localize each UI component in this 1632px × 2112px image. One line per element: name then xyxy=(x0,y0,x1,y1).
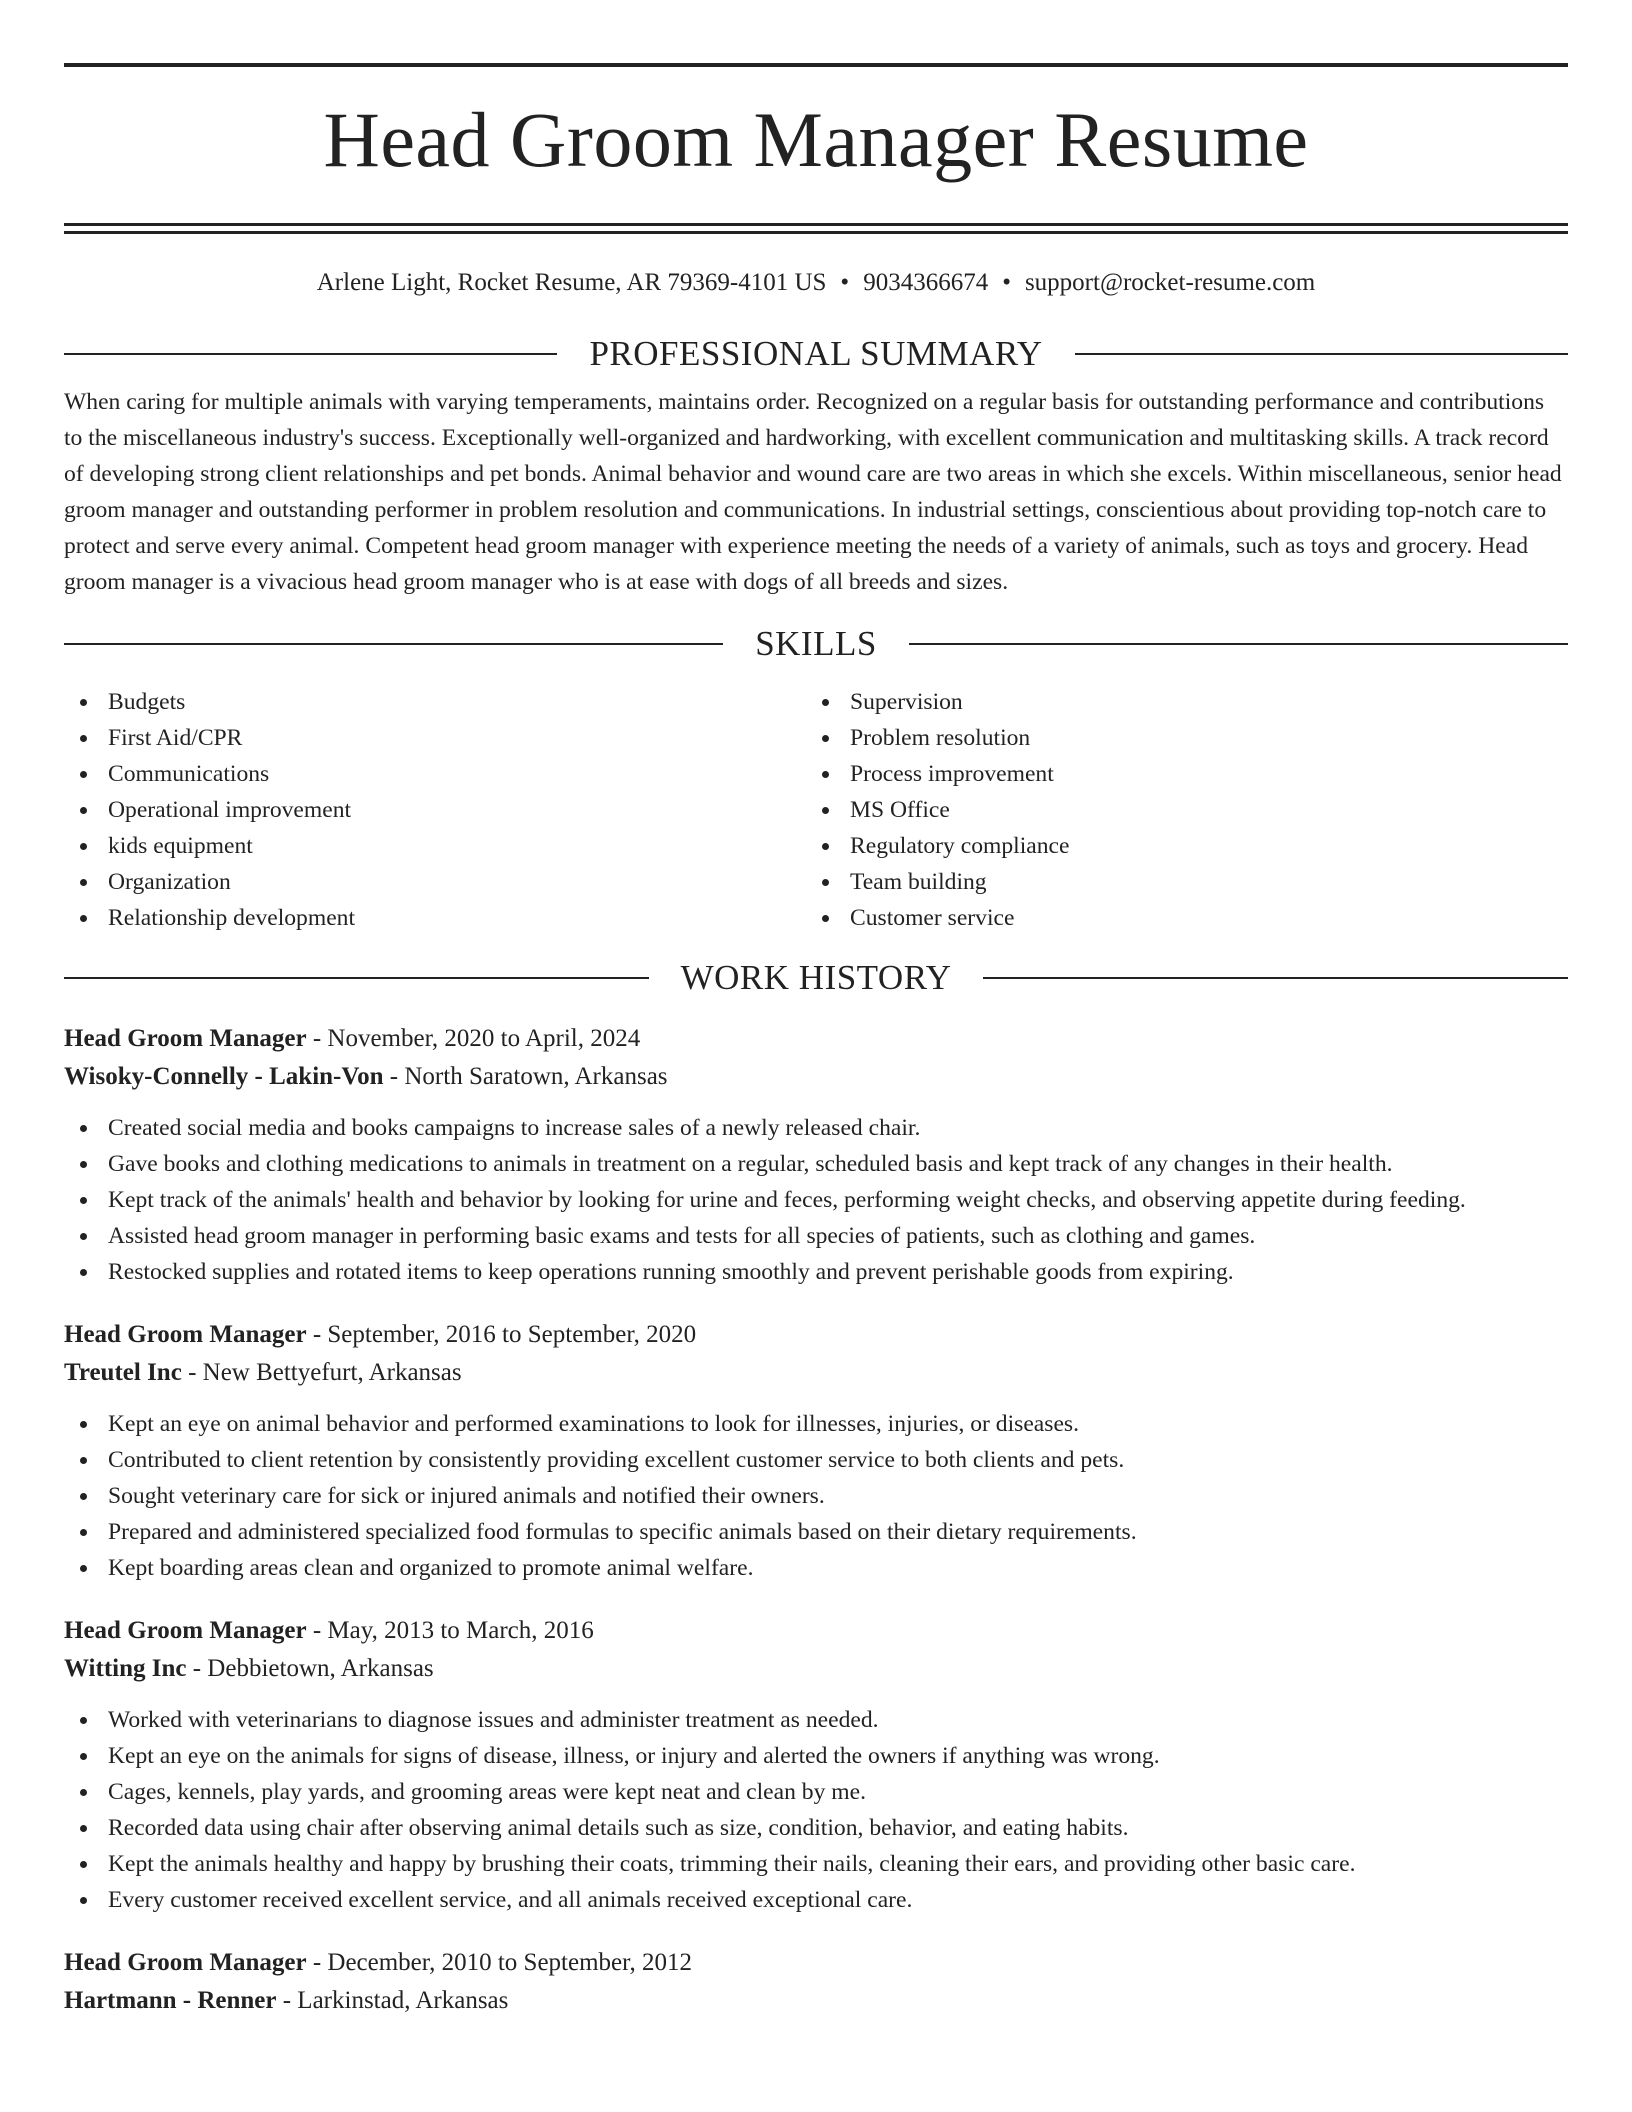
skill-item: Budgets xyxy=(64,684,806,720)
job-bullet: Kept an eye on the animals for signs of disease, illness, or injury and alerted the owners if anything was wrong. xyxy=(64,1738,1568,1774)
job-company-line xyxy=(64,1354,1568,1392)
job-bullet: Restocked supplies and rotated items to keep operations running smoothly and prevent perishable goods from expiring. xyxy=(64,1254,1568,1290)
skill-item: Team building xyxy=(806,864,1548,900)
section-rule xyxy=(64,977,649,979)
contact-line xyxy=(64,268,1568,298)
contact-address: Arlene Light, Rocket Resume, AR 79369-4101 US xyxy=(316,269,827,296)
skills-column-left xyxy=(64,684,806,936)
job-dates: - May, 2013 to March, 2016 xyxy=(306,1616,594,1644)
skill-item: Process improvement xyxy=(806,756,1548,792)
job-bullet: Kept an eye on animal behavior and performed examinations to look for illnesses, injuries, or diseases. xyxy=(64,1406,1568,1442)
skills-column-right xyxy=(806,684,1548,936)
professional-summary-text: When caring for multiple animals with varying temperaments, maintains order. Recognized on a regular basis for outstanding performance and contributions to the miscellaneous industry's success. Exceptionally well-organized and hardworking, with excellent communication and multitasking skills. A track record of developing strong client relationships and pet bonds. Animal behavior and wound care are two areas in which she excels. Within miscellaneous, senior head groom manager and outstanding performer in problem resolution and communications. In industrial settings, conscientious about providing top-notch care to protect and serve every animal. Competent head groom manager with experience meeting the needs of a variety of animals, such as toys and grocery. Head groom manager is a vivacious head groom manager who is at ease with dogs of all breeds and sizes. xyxy=(64,389,1562,595)
job-company: Hartmann - Renner xyxy=(64,1986,277,2014)
skill-item: Problem resolution xyxy=(806,720,1548,756)
job-dates: - November, 2020 to April, 2024 xyxy=(306,1024,641,1052)
skill-item: Customer service xyxy=(806,900,1548,936)
skill-item: MS Office xyxy=(806,792,1548,828)
job-bullet: Every customer received excellent service, and all animals received exceptional care. xyxy=(64,1882,1568,1918)
title-double-rule xyxy=(64,223,1568,234)
job-company: Wisoky-Connelly - Lakin-Von xyxy=(64,1062,384,1090)
job-title: Head Groom Manager xyxy=(64,1320,307,1348)
job-location: - Larkinstad, Arkansas xyxy=(276,1986,509,2014)
top-rule xyxy=(64,63,1568,67)
skill-item: Operational improvement xyxy=(64,792,806,828)
skill-item: Regulatory compliance xyxy=(806,828,1548,864)
section-rule xyxy=(909,643,1568,645)
job-title-line xyxy=(64,1020,1568,1058)
job-title: Head Groom Manager xyxy=(64,1948,307,1976)
section-header-skills xyxy=(64,624,1568,664)
section-rule xyxy=(1075,353,1568,355)
job-bullet: Assisted head groom manager in performing basic exams and tests for all species of patients, such as clothing and games. xyxy=(64,1218,1568,1254)
job-entry xyxy=(64,1944,1568,2020)
section-title-summary: PROFESSIONAL SUMMARY xyxy=(589,334,1043,373)
job-bullet: Sought veterinary care for sick or injured animals and notified their owners. xyxy=(64,1478,1568,1514)
job-location: - North Saratown, Arkansas xyxy=(383,1062,668,1090)
job-bullets xyxy=(64,1702,1568,1918)
skill-item: Supervision xyxy=(806,684,1548,720)
job-company-line xyxy=(64,1058,1568,1096)
section-header-summary xyxy=(64,334,1568,374)
job-title-line xyxy=(64,1944,1568,1982)
section-title-skills: SKILLS xyxy=(755,623,877,663)
job-bullet: Kept track of the animals' health and behavior by looking for urine and feces, performing weight checks, and observing appetite during feeding. xyxy=(64,1182,1568,1218)
job-bullet: Gave books and clothing medications to animals in treatment on a regular, scheduled basis and kept track of any changes in their health. xyxy=(64,1146,1568,1182)
job-entry xyxy=(64,1612,1568,1918)
resume-title: Head Groom Manager Resume xyxy=(323,96,1309,183)
job-title: Head Groom Manager xyxy=(64,1616,307,1644)
job-bullet: Prepared and administered specialized food formulas to specific animals based on their dietary requirements. xyxy=(64,1514,1568,1550)
skill-item: kids equipment xyxy=(64,828,806,864)
section-title-work: WORK HISTORY xyxy=(680,957,952,997)
job-location: - New Bettyefurt, Arkansas xyxy=(181,1358,462,1386)
contact-separator: • xyxy=(1002,269,1011,296)
contact-phone: 9034366674 xyxy=(863,269,989,296)
job-entry xyxy=(64,1020,1568,1290)
skill-item: Organization xyxy=(64,864,806,900)
job-bullet: Cages, kennels, play yards, and grooming areas were kept neat and clean by me. xyxy=(64,1774,1568,1810)
section-rule xyxy=(64,643,723,645)
job-bullet: Worked with veterinarians to diagnose issues and administer treatment as needed. xyxy=(64,1702,1568,1738)
job-bullet: Contributed to client retention by consistently providing excellent customer service to both clients and pets. xyxy=(64,1442,1568,1478)
job-bullet: Kept boarding areas clean and organized to promote animal welfare. xyxy=(64,1550,1568,1586)
job-title-line xyxy=(64,1612,1568,1650)
contact-email: support@rocket-resume.com xyxy=(1024,269,1316,296)
job-entry xyxy=(64,1316,1568,1586)
job-dates: - September, 2016 to September, 2020 xyxy=(306,1320,697,1348)
job-company: Treutel Inc xyxy=(64,1358,182,1386)
section-rule xyxy=(983,977,1568,979)
job-bullets xyxy=(64,1110,1568,1290)
job-company-line xyxy=(64,1650,1568,1688)
skill-item: Communications xyxy=(64,756,806,792)
job-company: Witting Inc xyxy=(64,1654,187,1682)
skill-item: First Aid/CPR xyxy=(64,720,806,756)
job-bullet: Created social media and books campaigns to increase sales of a newly released chair. xyxy=(64,1110,1568,1146)
job-title-line xyxy=(64,1316,1568,1354)
job-location: - Debbietown, Arkansas xyxy=(186,1654,434,1682)
job-dates: - December, 2010 to September, 2012 xyxy=(306,1948,692,1976)
job-company-line xyxy=(64,1982,1568,2020)
skill-item: Relationship development xyxy=(64,900,806,936)
skills-list xyxy=(64,684,1568,936)
job-bullets xyxy=(64,1406,1568,1586)
contact-separator: • xyxy=(840,269,850,296)
section-rule xyxy=(64,353,557,355)
job-title: Head Groom Manager xyxy=(64,1024,307,1052)
section-header-work xyxy=(64,958,1568,998)
job-bullet: Kept the animals healthy and happy by brushing their coats, trimming their nails, cleaning their ears, and providing other basic care. xyxy=(64,1846,1568,1882)
job-bullet: Recorded data using chair after observing animal details such as size, condition, behavior, and eating habits. xyxy=(64,1810,1568,1846)
